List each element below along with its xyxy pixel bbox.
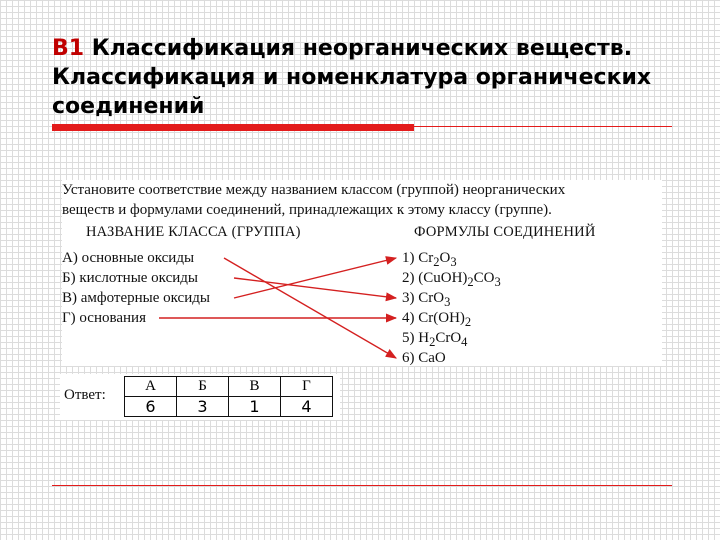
title-underline-thin (414, 126, 672, 127)
formula-item-5: 5) $H_2CrO_4$ (402, 330, 468, 349)
right-column-header: ФОРМУЛЫ СОЕДИНЕНИЙ (414, 224, 596, 240)
class-item-g: Г) основания (62, 310, 146, 326)
footer-rule (52, 485, 672, 486)
task-number: В1 (52, 36, 85, 61)
prompt-line-1: Установите соответствие между названием классом (группой) неорганических (62, 182, 566, 198)
answer-label: Ответ: (64, 387, 106, 403)
answer-header-b: Б (177, 377, 229, 397)
answer-header-a: А (125, 377, 177, 397)
answer-table (124, 376, 333, 417)
class-item-v: В) амфотерные оксиды (62, 290, 210, 306)
formula-item-4: 4) $Cr(OH)_2$ (402, 310, 472, 329)
prompt-line-2: веществ и формулами соединений, принадлежащих к этому классу (группе). (62, 202, 552, 218)
class-item-a: А) основные оксиды (62, 250, 195, 266)
slide-title (52, 34, 692, 121)
formula-item-2: 2) $(CuOH)_2CO_3$ (402, 270, 501, 289)
formula-item-3: 3) CrO$_3$ (402, 290, 451, 309)
answer-value-b: 3 (177, 397, 229, 417)
answer-block (60, 374, 340, 420)
class-item-b: Б) кислотные оксиды (62, 270, 198, 286)
title-text: Классификация неорганических веществ. Классификация и номенклатура органических соединений (52, 36, 652, 119)
answer-header-v: В (229, 377, 281, 397)
match-arrows (62, 180, 662, 366)
title-underline-thick (52, 124, 414, 131)
answer-header-g: Г (281, 377, 333, 397)
answer-value-g: 4 (281, 397, 333, 417)
match-arrow-1 (224, 258, 396, 358)
task-image (62, 180, 662, 366)
formula-item-1: 1) $Cr_2O_3$ (402, 250, 457, 269)
answer-value-v: 1 (229, 397, 281, 417)
answer-value-a: 6 (125, 397, 177, 417)
match-arrow-2 (234, 278, 396, 298)
formula-item-6: 6) CaO (402, 350, 446, 366)
left-column-header: НАЗВАНИЕ КЛАССА (ГРУППА) (86, 224, 301, 240)
